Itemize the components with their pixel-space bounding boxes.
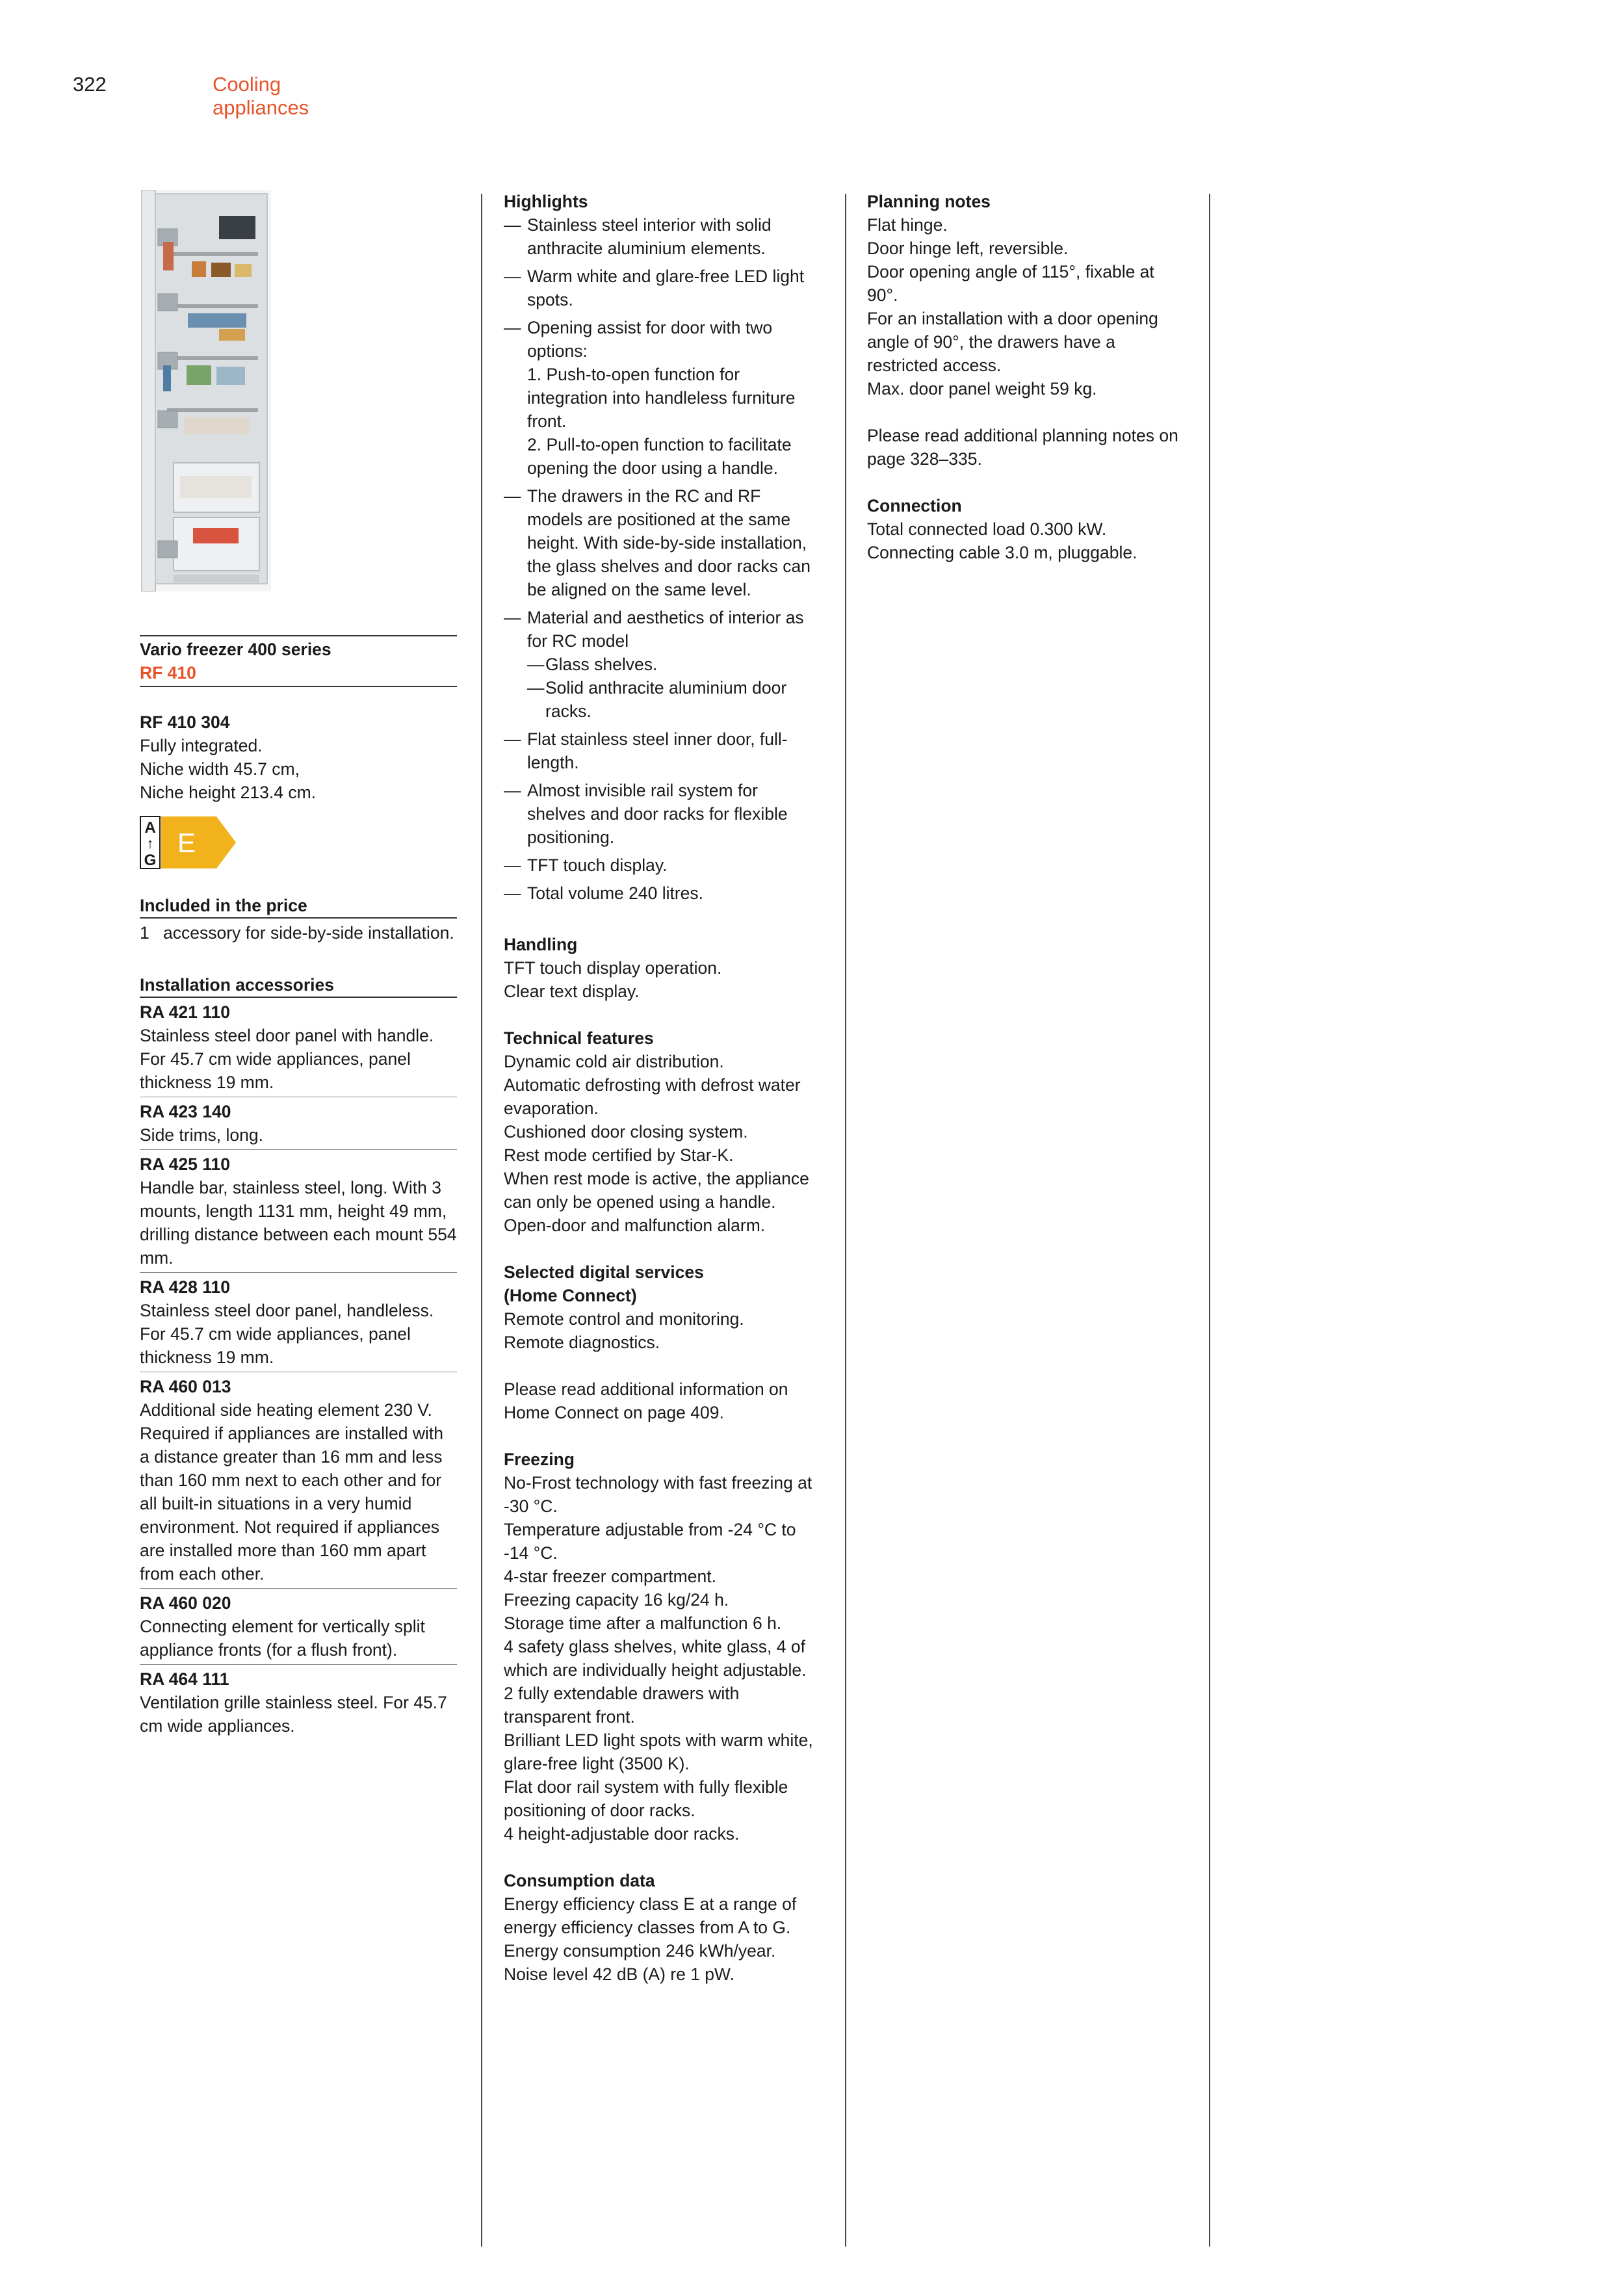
technical-line: Dynamic cold air distribution. — [504, 1052, 724, 1071]
energy-label — [140, 816, 457, 870]
accessory-item — [140, 998, 457, 1097]
accessory-text: Stainless steel door panel with handle. For 45.7 cm wide appliances, panel thickness 19 mm. — [140, 1026, 434, 1092]
variant-line: Fully integrated. — [140, 736, 263, 755]
accessory-text: Side trims, long. — [140, 1125, 263, 1145]
highlight-item: — TFT touch display. — [504, 854, 821, 877]
highlight-item — [504, 606, 821, 723]
accessory-code: RA 428 110 — [140, 1277, 230, 1297]
freezing-line: Storage time after a malfunction 6 h. — [504, 1613, 782, 1633]
technical-line: When rest mode is active, the appliance can only be opened using a handle. — [504, 1169, 809, 1212]
highlights-list — [504, 213, 821, 905]
product-column — [140, 190, 457, 1740]
digital-line: Remote control and monitoring. — [504, 1309, 744, 1329]
freezing-line: Temperature adjustable from -24 °C to -14 °C. — [504, 1520, 796, 1563]
accessory-item — [140, 1372, 457, 1588]
freezing-line: Freezing capacity 16 kg/24 h. — [504, 1590, 729, 1610]
planning-line: Flat hinge. — [867, 215, 948, 235]
included-title: Included in the price — [140, 896, 307, 915]
planning-line: Door hinge left, reversible. — [867, 239, 1069, 258]
energy-class-arrow — [161, 816, 236, 868]
highlight-option: 1. Push-to-open function for integration into handleless furniture front. — [527, 365, 796, 431]
planning-line: For an installation with a door opening angle of 90°, the drawers have a restricted access. — [867, 309, 1158, 375]
freezing-line: No-Frost technology with fast freezing at -30 °C. — [504, 1473, 812, 1516]
technical-line: Open-door and malfunction alarm. — [504, 1216, 766, 1235]
planning-note: Please read additional planning notes on page 328–335. — [867, 426, 1178, 469]
freezing-line: Flat door rail system with fully flexible positioning of door racks. — [504, 1777, 788, 1820]
connection-title: Connection — [867, 496, 962, 515]
column-divider — [1209, 194, 1210, 2247]
accessory-text: Connecting element for vertically split appliance fronts (for a flush front). — [140, 1617, 425, 1660]
accessory-text: Additional side heating element 230 V. Required if appliances are installed with a distance greater than 16 mm and less than 160 mm next to each other and for all built-in situations in a very humid environment. Not required if appliances are installed more than 160 mm apart from each other. — [140, 1400, 443, 1584]
handling-title: Handling — [504, 935, 578, 954]
highlight-item: — The drawers in the RC and RF models are positioned at the same height. With side-by-side installation, the glass shelves and door racks can be aligned on the same level. — [504, 484, 821, 601]
highlight-text: — Opening assist for door with two options: — [527, 318, 773, 361]
variant-line: Niche width 45.7 cm, — [140, 759, 300, 779]
accessory-item — [140, 1665, 457, 1740]
planning-title: Planning notes — [867, 192, 991, 211]
energy-arrow-graphic — [140, 816, 237, 870]
accessories-title: Installation accessories — [140, 975, 335, 995]
digital-title: Selected digital services — [504, 1262, 704, 1282]
consumption-line: Energy efficiency class E at a range of energy efficiency classes from A to G. — [504, 1894, 797, 1937]
freezing-line: 2 fully extendable drawers with transparent front. — [504, 1684, 740, 1727]
freezing-line: 4 height-adjustable door racks. — [504, 1824, 740, 1844]
highlight-subitem: — Solid anthracite aluminium door racks. — [527, 676, 821, 723]
variant-code: RF 410 304 — [140, 712, 230, 732]
consumption-line: Energy consumption 246 kWh/year. — [504, 1941, 776, 1961]
accessory-code: RA 464 111 — [140, 1669, 229, 1689]
accessory-code: RA 460 013 — [140, 1377, 231, 1396]
technical-line: Automatic defrosting with defrost water evaporation. — [504, 1075, 801, 1118]
page-header — [73, 73, 309, 119]
included-qty: 1 — [140, 923, 149, 943]
technical-title: Technical features — [504, 1028, 654, 1048]
accessory-text: Stainless steel door panel, handleless. For 45.7 cm wide appliances, panel thickness 19 mm. — [140, 1301, 434, 1367]
accessory-code: RA 460 020 — [140, 1593, 231, 1613]
connection-line: Connecting cable 3.0 m, pluggable. — [867, 543, 1137, 562]
energy-scale-top: A — [144, 819, 156, 837]
highlight-item: — Warm white and glare-free LED light spots. — [504, 265, 821, 311]
accessory-item — [140, 1589, 457, 1664]
product-model: RF 410 — [140, 663, 196, 683]
column-divider — [845, 194, 846, 2247]
technical-line: Rest mode certified by Star-K. — [504, 1145, 734, 1165]
consumption-line: Noise level 42 dB (A) re 1 pW. — [504, 1964, 734, 1984]
included-item — [140, 919, 457, 945]
consumption-title: Consumption data — [504, 1871, 655, 1890]
highlight-sublist — [527, 653, 821, 723]
handling-line: TFT touch display operation. — [504, 958, 722, 978]
accessory-code: RA 423 140 — [140, 1102, 231, 1121]
technical-line: Cushioned door closing system. — [504, 1122, 748, 1141]
highlight-item: — Almost invisible rail system for shelves and door racks for flexible positioning. — [504, 779, 821, 849]
variant-line: Niche height 213.4 cm. — [140, 783, 317, 802]
highlight-item — [504, 316, 821, 480]
accessory-code: RA 421 110 — [140, 1002, 230, 1022]
planning-line: Max. door panel weight 59 kg. — [867, 379, 1097, 398]
accessory-item — [140, 1273, 457, 1372]
highlight-item: — Stainless steel interior with solid anthracite aluminium elements. — [504, 213, 821, 260]
highlight-option: 2. Pull-to-open function to facilitate opening the door using a handle. — [527, 435, 792, 478]
highlight-item: — Total volume 240 litres. — [504, 881, 821, 905]
column-divider — [481, 194, 482, 2247]
page-number: 322 — [73, 73, 107, 96]
planning-column — [867, 190, 1184, 564]
accessory-text: Handle bar, stainless steel, long. With 3 mounts, length 1131 mm, height 49 mm, drilling distance between each mount 554 mm. — [140, 1178, 457, 1268]
highlight-item: — Flat stainless steel inner door, full-length. — [504, 727, 821, 774]
freezing-line: 4 safety glass shelves, white glass, 4 of which are individually height adjustable. — [504, 1637, 807, 1680]
energy-class: E — [177, 828, 196, 858]
product-series: Vario freezer 400 series — [140, 640, 331, 659]
features-column — [504, 190, 821, 1986]
planning-line: Door opening angle of 115°, fixable at 90°. — [867, 262, 1154, 305]
freezing-title: Freezing — [504, 1450, 575, 1469]
digital-line: Remote diagnostics. — [504, 1333, 660, 1352]
connection-line: Total connected load 0.300 kW. — [867, 519, 1107, 539]
accessory-text: Ventilation grille stainless steel. For 45.7 cm wide appliances. — [140, 1693, 447, 1736]
freezing-line: 4-star freezer compartment. — [504, 1567, 716, 1586]
accessory-code: RA 425 110 — [140, 1155, 230, 1174]
highlights-title: Highlights — [504, 192, 588, 211]
digital-note: Please read additional information on Home Connect on page 409. — [504, 1379, 788, 1422]
freezing-line: Brilliant LED light spots with warm white, glare-free light (3500 K). — [504, 1730, 813, 1773]
included-text: accessory for side-by-side installation. — [163, 923, 454, 943]
accessory-item — [140, 1150, 457, 1272]
section-title: Cooling appliances — [213, 73, 309, 119]
handling-line: Clear text display. — [504, 982, 640, 1001]
energy-scale-arrow: ↑ — [146, 835, 154, 852]
freezer-product-image — [141, 190, 271, 592]
highlight-text: — Material and aesthetics of interior as for RC model — [527, 608, 804, 651]
energy-scale-bottom: G — [144, 852, 157, 869]
accessory-item — [140, 1097, 457, 1149]
highlight-subitem: — Glass shelves. — [527, 653, 821, 676]
digital-subtitle: (Home Connect) — [504, 1286, 637, 1305]
